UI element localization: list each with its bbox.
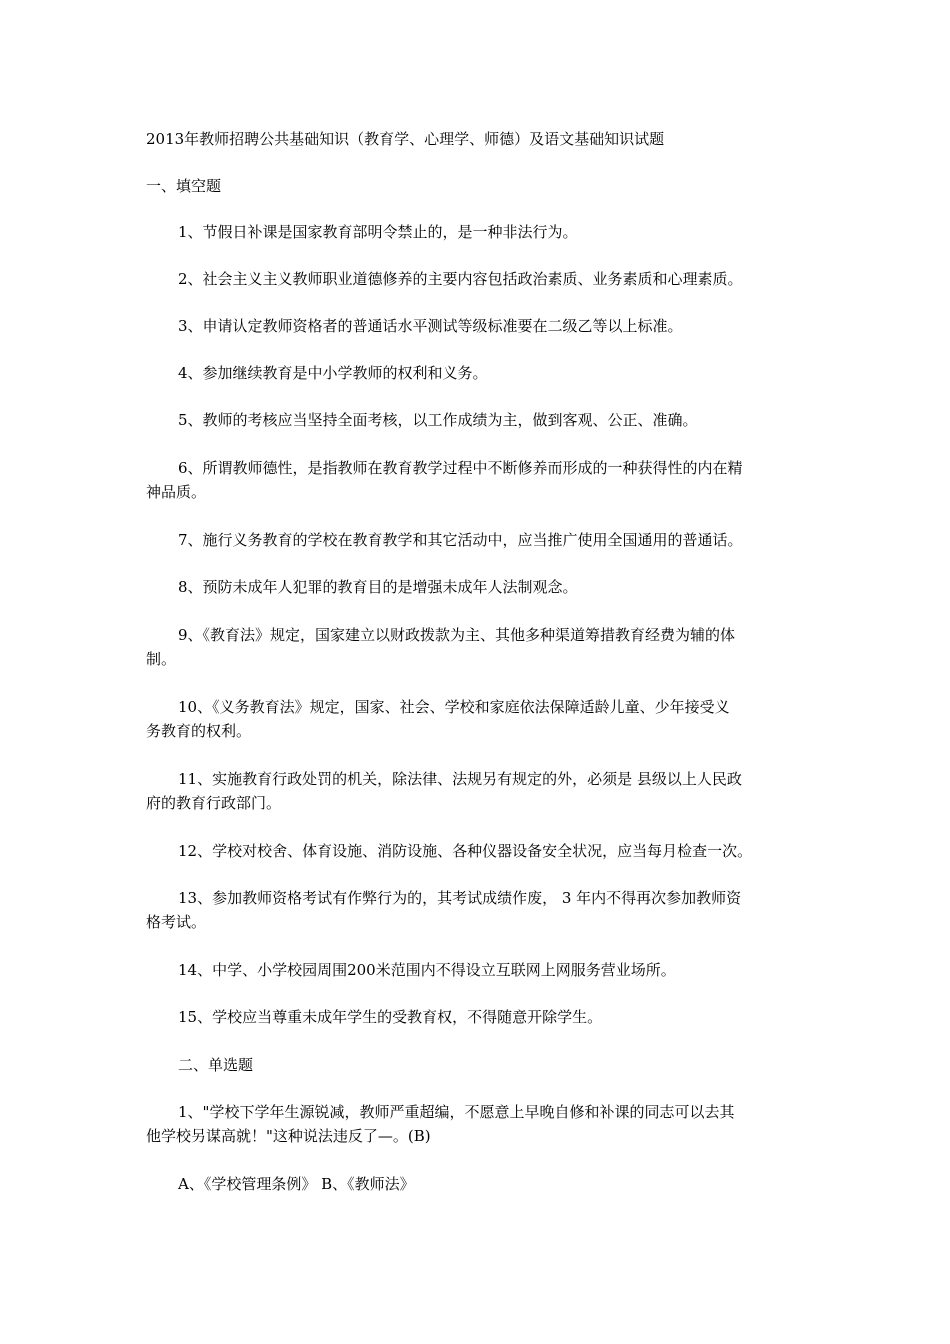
fill-blank-item: 6、所谓教师德性，是指教师在教育教学过程中不断修养而形成的一种获得性的内在精 xyxy=(178,459,743,477)
single-choice-question: 1、"学校下学年生源锐减，教师严重超编，不愿意上早晚自修和补课的同志可以去其 xyxy=(178,1103,735,1121)
fill-blank-item: 7、施行义务教育的学校在教育教学和其它活动中，应当推广使用全国通用的普通话。 xyxy=(178,531,743,549)
fill-blank-item: 4、参加继续教育是中小学教师的权利和义务。 xyxy=(178,364,488,382)
fill-blank-item: 8、预防未成年人犯罪的教育目的是增强未成年人法制观念。 xyxy=(178,578,578,596)
fill-blank-item-continuation: 神品质。 xyxy=(146,483,207,501)
fill-blank-item: 14、中学、小学校园周围200米范围内不得设立互联网上网服务营业场所。 xyxy=(178,961,676,979)
single-choice-options: A、《学校管理条例》 B、《教师法》 xyxy=(178,1175,415,1193)
fill-blank-item: 3、申请认定教师资格者的普通话水平测试等级标准要在二级乙等以上标准。 xyxy=(178,317,683,335)
fill-blank-item: 5、教师的考核应当坚持全面考核，以工作成绩为主，做到客观、公正、准确。 xyxy=(178,411,698,429)
section-heading-fill-blank: 一、填空题 xyxy=(146,177,222,195)
fill-blank-item: 2、社会主义主义教师职业道德修养的主要内容包括政治素质、业务素质和心理素质。 xyxy=(178,270,743,288)
fill-blank-item-continuation: 府的教育行政部门。 xyxy=(146,794,282,812)
fill-blank-item: 1、节假日补课是国家教育部明令禁止的，是一种非法行为。 xyxy=(178,223,578,241)
fill-blank-item: 12、学校对校舍、体育设施、消防设施、各种仪器设备安全状况，应当每月检查一次。 xyxy=(178,842,753,860)
fill-blank-item: 10、《义务教育法》规定，国家、社会、学校和家庭依法保障适龄儿童、少年接受义 xyxy=(178,698,730,716)
fill-blank-item: 11、实施教育行政处罚的机关，除法律、法规另有规定的外，必须是 县级以上人民政 xyxy=(178,770,742,788)
fill-blank-item-continuation: 格考试。 xyxy=(146,913,207,931)
fill-blank-item: 15、学校应当尊重未成年学生的受教育权，不得随意开除学生。 xyxy=(178,1008,603,1026)
section-heading-single-choice: 二、单选题 xyxy=(178,1056,254,1074)
fill-blank-item-continuation: 制。 xyxy=(146,650,177,668)
document-title: 2013年教师招聘公共基础知识（教育学、心理学、师德）及语文基础知识试题 xyxy=(146,130,665,148)
fill-blank-item-continuation: 务教育的权利。 xyxy=(146,722,252,740)
single-choice-question-continuation: 他学校另谋高就！"这种说法违反了—。(B) xyxy=(146,1127,431,1145)
fill-blank-item: 13、参加教师资格考试有作弊行为的，其考试成绩作废， 3 年内不得再次参加教师资 xyxy=(178,889,742,907)
fill-blank-item: 9、《教育法》规定，国家建立以财政拨款为主、其他多种渠道筹措教育经费为辅的体 xyxy=(178,626,736,644)
